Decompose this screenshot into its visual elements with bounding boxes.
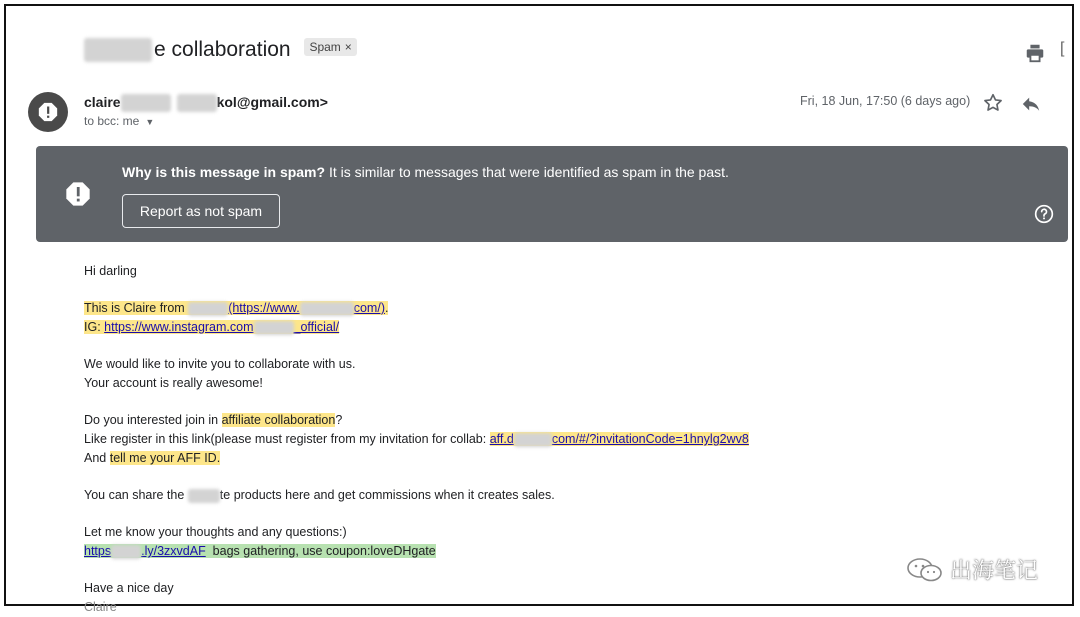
instagram-line: [84, 318, 1044, 337]
sender-avatar: [28, 92, 68, 132]
email-subject: [84, 38, 357, 62]
report-not-spam-button[interactable]: Report as not spam: [122, 194, 280, 228]
aff-id-line: And tell me your AFF ID.: [84, 451, 221, 465]
redacted-text: [121, 94, 171, 112]
affiliate-question: Do you interested join in affiliate collaboration?: [84, 413, 343, 427]
highlighted-text: affiliate collaboration: [221, 413, 336, 427]
watermark-text: 出海笔记: [949, 558, 1038, 583]
spam-explanation-title: Why is this message in spam?: [122, 164, 326, 180]
spam-label-text: Spam: [309, 40, 341, 55]
email-view: [4, 4, 1074, 614]
remove-label-icon[interactable]: ×: [344, 40, 352, 55]
redacted-text: [188, 489, 220, 503]
register-line: Like register in this link(please must register from my invitation for collab: aff.d com/#/?invitationCode=1hnylg2wv8: [84, 432, 749, 446]
spam-warning-icon: [64, 180, 92, 208]
sender-address[interactable]: [84, 94, 328, 112]
redacted-text: [300, 302, 354, 316]
spam-warning-icon: [37, 101, 59, 123]
highlighted-text: tell me your AFF ID.: [109, 451, 221, 465]
star-icon[interactable]: [982, 92, 1004, 114]
subject-text: e collaboration: [154, 38, 291, 61]
coupon-text: bags gathering, use coupon:loveDHgate: [205, 544, 436, 558]
instagram-link[interactable]: https://www.instagram.com _official/: [104, 320, 340, 334]
email-body: [84, 262, 1044, 617]
spam-explanation-text: It is similar to messages that were identified as spam in the past.: [325, 164, 729, 180]
closing-line: Have a nice day: [84, 581, 174, 595]
company-website-link[interactable]: (https://www. com/): [228, 301, 385, 315]
wechat-icon: [906, 557, 944, 583]
intro-text: This is Claire from: [84, 301, 189, 315]
spam-explanation: [122, 164, 729, 180]
open-new-window-icon[interactable]: [: [1060, 40, 1065, 57]
share-line: You can share the te products here and get commissions when it creates sales.: [84, 488, 555, 502]
recipients-line: [84, 114, 154, 128]
watermark: [906, 554, 1038, 585]
greeting: Hi darling: [84, 264, 137, 278]
reply-icon[interactable]: [1020, 94, 1042, 114]
redacted-text: [188, 302, 228, 316]
email-date: Fri, 18 Jun, 17:50 (6 days ago): [800, 94, 971, 108]
thoughts-line: Let me know your thoughts and any questions:): [84, 525, 347, 539]
signature: Claire: [84, 600, 117, 614]
compliment-line: Your account is really awesome!: [84, 376, 263, 390]
short-link[interactable]: https .ly/3zxvdAF: [84, 544, 206, 558]
spam-label-chip[interactable]: [304, 38, 356, 56]
print-icon[interactable]: [1024, 42, 1046, 64]
coupon-line: [84, 542, 1044, 561]
redacted-text: [254, 321, 294, 335]
help-icon[interactable]: [1034, 204, 1054, 224]
ig-label: IG:: [84, 320, 105, 334]
invite-line: We would like to invite you to collaborate with us.: [84, 357, 356, 371]
intro-line: This is Claire from (https://www. com/).: [84, 301, 389, 315]
redacted-text: [111, 545, 141, 559]
spam-warning-banner: [36, 146, 1068, 242]
redacted-text: [84, 38, 152, 62]
show-details-icon[interactable]: ▼: [145, 117, 155, 127]
redacted-text: [177, 94, 217, 112]
sender-prefix: claire: [84, 94, 121, 110]
recipient-text: to bcc: me: [84, 114, 140, 128]
sender-suffix: kol@gmail.com>: [216, 94, 328, 110]
redacted-text: [514, 433, 552, 447]
invitation-link[interactable]: aff.d com/#/?invitationCode=1hnylg2wv8: [489, 432, 749, 446]
